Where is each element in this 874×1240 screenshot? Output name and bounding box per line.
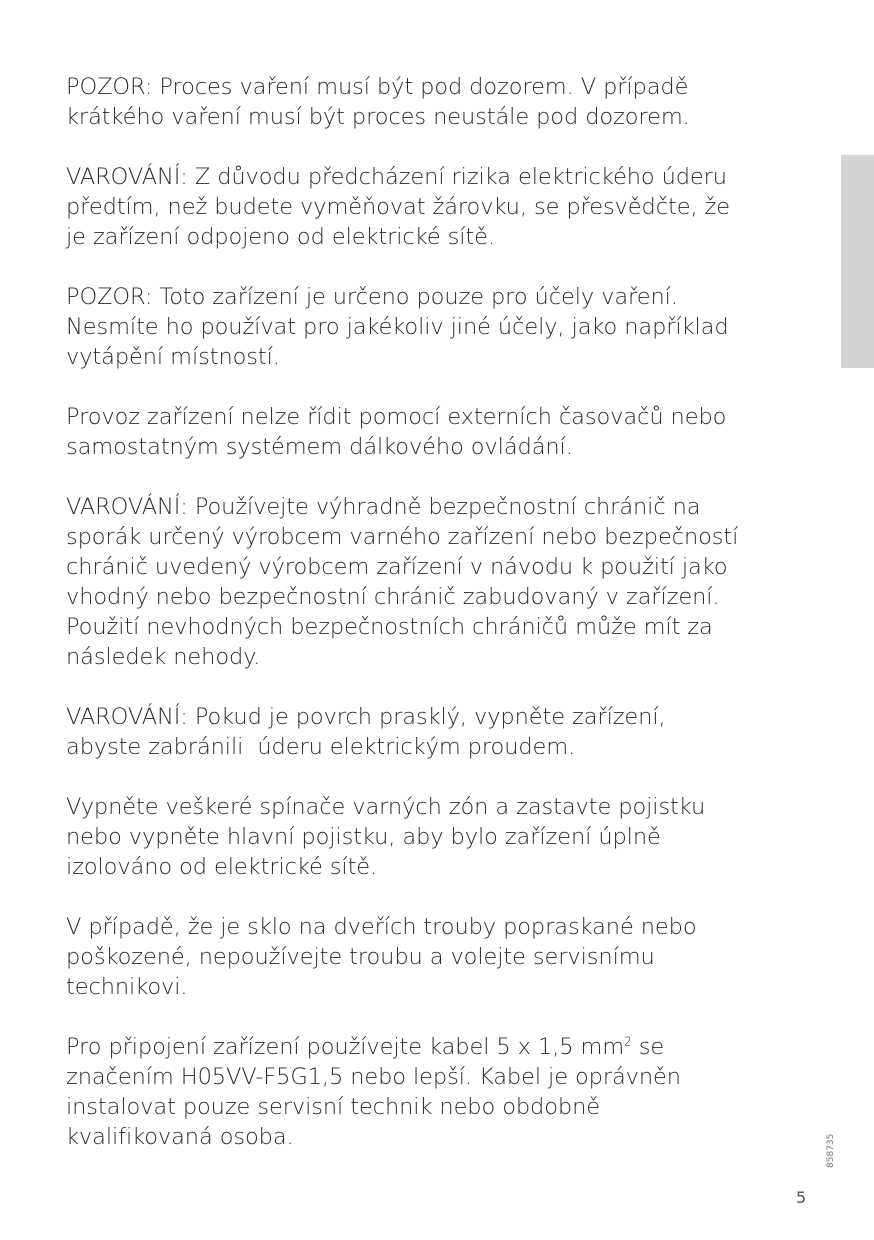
text-line: POZOR: Proces vaření musí být pod dozorem. V případě [66,74,689,100]
text-line [66,1032,836,1062]
cable-text-start: Pro připojení zařízení používejte kabel 5 x 1,5 mm [66,1034,625,1060]
text-line: je zařízení odpojeno od elektrické sítě. [66,224,495,250]
text-line: následek nehody. [66,644,261,670]
text-line: V případě, že je sklo na dveřích trouby popraskané nebo [66,914,697,940]
warning-paragraph-cooking-only [66,282,836,372]
text-line: vhodný nebo bezpečnostní chránič zabudovaný v zařízení. [66,584,720,610]
text-line: VAROVÁNÍ: Používejte výhradně bezpečnostní chránič na [66,494,701,520]
document-code: 858735 [826,1133,836,1168]
info-paragraph-switch-off [66,792,836,882]
text-line: VAROVÁNÍ: Z důvodu předcházení rizika elektrického úderu [66,164,727,190]
info-paragraph-glass [66,912,836,1002]
text-line: samostatným systémem dálkového ovládání. [66,434,573,460]
superscript-two: 2 [624,1034,632,1049]
info-paragraph-cable [66,1032,836,1152]
section-side-tab [841,155,874,368]
text-line: abyste zabránili úderu elektrickým proudem. [66,734,576,760]
info-paragraph-timers [66,402,836,462]
warning-paragraph-guard [66,492,836,672]
page-number: 5 [796,1188,807,1207]
text-line: Vypněte veškeré spínače varných zón a zastavte pojistku [66,794,706,820]
text-line: VAROVÁNÍ: Pokud je povrch prasklý, vypněte zařízení, [66,704,666,730]
text-line: chránič uvedený výrobcem zařízení v návodu k použití jako [66,554,728,580]
text-line: poškozené, nepoužívejte troubu a volejte servisnímu [66,944,655,970]
text-line: Použití nevhodných bezpečnostních chráničů může mít za [66,614,713,640]
text-line: instalovat pouze servisní technik nebo obdobně [66,1094,600,1120]
text-line: krátkého vaření musí být proces neustále pod dozorem. [66,104,690,130]
cable-text-end: se [631,1034,665,1060]
page-content [66,72,836,1182]
text-line: kvalifikovaná osoba. [66,1124,294,1150]
text-line: vytápění místností. [66,344,280,370]
text-line: nebo vypněte hlavní pojistku, aby bylo zařízení úplně [66,824,661,850]
warning-paragraph-cracked-surface [66,702,836,762]
text-line: Nesmíte ho používat pro jakékoliv jiné účely, jako například [66,314,729,340]
text-line: sporák určený výrobcem varného zařízení nebo bezpečností [66,524,739,550]
text-line: POZOR: Toto zařízení je určeno pouze pro účely vaření. [66,284,678,310]
warning-paragraph-supervision [66,72,836,132]
text-line: Provoz zařízení nelze řídit pomocí externích časovačů nebo [66,404,727,430]
text-line: předtím, než budete vyměňovat žárovku, se přesvědčte, že [66,194,730,220]
text-line: technikovi. [66,974,188,1000]
text-line: značením H05VV-F5G1,5 nebo lepší. Kabel je oprávněn [66,1064,681,1090]
text-line: izolováno od elektrické sítě. [66,854,378,880]
warning-paragraph-bulb [66,162,836,252]
